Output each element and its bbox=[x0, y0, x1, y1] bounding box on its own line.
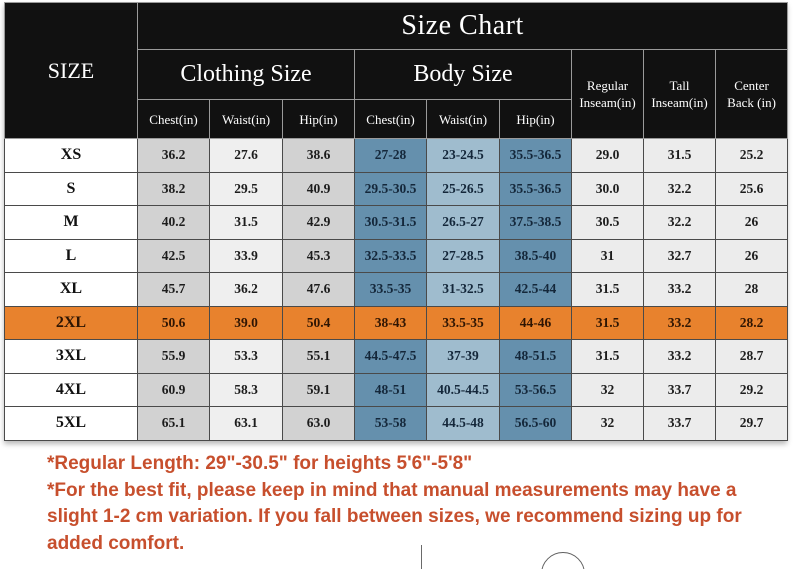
size-value: 63.0 bbox=[283, 407, 355, 441]
size-value: 31.5 bbox=[210, 206, 283, 240]
column-clothing-hip: Hip(in) bbox=[283, 100, 355, 139]
size-value: 38.2 bbox=[138, 172, 210, 206]
size-label: S bbox=[5, 172, 138, 206]
table-row bbox=[5, 206, 788, 240]
regular-length-note: *Regular Length: 29"-30.5" for heights 5'6"-5'8" bbox=[47, 453, 473, 474]
size-value: 31.5 bbox=[572, 306, 644, 340]
size-value: 45.7 bbox=[138, 273, 210, 307]
size-value: 40.5-44.5 bbox=[427, 373, 500, 407]
column-clothing-chest: Chest(in) bbox=[138, 100, 210, 139]
column-body-hip: Hip(in) bbox=[500, 100, 572, 139]
size-value: 38-43 bbox=[355, 306, 427, 340]
size-value: 38.5-40 bbox=[500, 239, 572, 273]
size-value: 33.7 bbox=[644, 407, 716, 441]
size-label: XS bbox=[5, 139, 138, 173]
size-value: 26 bbox=[716, 239, 788, 273]
size-value: 33.5-35 bbox=[427, 306, 500, 340]
size-value: 42.5-44 bbox=[500, 273, 572, 307]
size-value: 30.5 bbox=[572, 206, 644, 240]
size-value: 32.2 bbox=[644, 172, 716, 206]
size-value: 32 bbox=[572, 373, 644, 407]
size-value: 29.5-30.5 bbox=[355, 172, 427, 206]
size-value: 59.1 bbox=[283, 373, 355, 407]
size-value: 26 bbox=[716, 206, 788, 240]
size-value: 45.3 bbox=[283, 239, 355, 273]
size-value: 31-32.5 bbox=[427, 273, 500, 307]
size-value: 31.5 bbox=[572, 273, 644, 307]
size-label: 5XL bbox=[5, 407, 138, 441]
size-value: 30.0 bbox=[572, 172, 644, 206]
size-value: 27-28 bbox=[355, 139, 427, 173]
size-value: 28.7 bbox=[716, 340, 788, 374]
size-value: 42.9 bbox=[283, 206, 355, 240]
size-value: 33.2 bbox=[644, 340, 716, 374]
size-value: 31.5 bbox=[572, 340, 644, 374]
size-value: 33.9 bbox=[210, 239, 283, 273]
size-value: 31 bbox=[572, 239, 644, 273]
size-value: 40.9 bbox=[283, 172, 355, 206]
size-value: 30.5-31.5 bbox=[355, 206, 427, 240]
size-value: 53-58 bbox=[355, 407, 427, 441]
size-value: 28.2 bbox=[716, 306, 788, 340]
size-label: XL bbox=[5, 273, 138, 307]
size-value: 37-39 bbox=[427, 340, 500, 374]
size-value: 33.2 bbox=[644, 306, 716, 340]
size-value: 36.2 bbox=[210, 273, 283, 307]
group-body-size: Body Size bbox=[355, 50, 572, 100]
size-value: 40.2 bbox=[138, 206, 210, 240]
size-value: 63.1 bbox=[210, 407, 283, 441]
table-row bbox=[5, 373, 788, 407]
size-value: 55.9 bbox=[138, 340, 210, 374]
size-label: 4XL bbox=[5, 373, 138, 407]
size-value: 33.7 bbox=[644, 373, 716, 407]
table-row bbox=[5, 407, 788, 441]
size-column-header: SIZE bbox=[5, 3, 138, 139]
size-label: 3XL bbox=[5, 340, 138, 374]
size-value: 37.5-38.5 bbox=[500, 206, 572, 240]
size-table-body bbox=[5, 139, 788, 441]
size-value: 44.5-47.5 bbox=[355, 340, 427, 374]
size-value: 35.5-36.5 bbox=[500, 172, 572, 206]
table-row bbox=[5, 139, 788, 173]
size-value: 32 bbox=[572, 407, 644, 441]
size-value: 23-24.5 bbox=[427, 139, 500, 173]
fit-notes bbox=[47, 451, 763, 557]
size-value: 36.2 bbox=[138, 139, 210, 173]
size-value: 33.2 bbox=[644, 273, 716, 307]
size-value: 29.7 bbox=[716, 407, 788, 441]
size-value: 29.0 bbox=[572, 139, 644, 173]
size-value: 47.6 bbox=[283, 273, 355, 307]
column-center-back: Center Back (in) bbox=[716, 50, 788, 139]
size-value: 32.2 bbox=[644, 206, 716, 240]
size-value: 56.5-60 bbox=[500, 407, 572, 441]
size-value: 48-51.5 bbox=[500, 340, 572, 374]
size-value: 53.3 bbox=[210, 340, 283, 374]
size-value: 29.5 bbox=[210, 172, 283, 206]
size-value: 29.2 bbox=[716, 373, 788, 407]
table-row bbox=[5, 273, 788, 307]
size-label: L bbox=[5, 239, 138, 273]
table-row bbox=[5, 306, 788, 340]
size-value: 35.5-36.5 bbox=[500, 139, 572, 173]
column-clothing-waist: Waist(in) bbox=[210, 100, 283, 139]
size-label: M bbox=[5, 206, 138, 240]
size-value: 25.6 bbox=[716, 172, 788, 206]
size-value: 42.5 bbox=[138, 239, 210, 273]
size-value: 60.9 bbox=[138, 373, 210, 407]
table-row bbox=[5, 340, 788, 374]
group-clothing-size: Clothing Size bbox=[138, 50, 355, 100]
best-fit-note: *For the best fit, please keep in mind that manual measurements may have a slight 1-2 cm variation. If you fall between sizes, we recommend sizing up for added comfort. bbox=[47, 479, 742, 554]
size-value: 44-46 bbox=[500, 306, 572, 340]
size-value: 25-26.5 bbox=[427, 172, 500, 206]
table-row bbox=[5, 172, 788, 206]
table-row bbox=[5, 239, 788, 273]
size-value: 53-56.5 bbox=[500, 373, 572, 407]
size-value: 55.1 bbox=[283, 340, 355, 374]
size-value: 50.6 bbox=[138, 306, 210, 340]
column-tall-inseam: Tall Inseam(in) bbox=[644, 50, 716, 139]
size-value: 27.6 bbox=[210, 139, 283, 173]
size-value: 65.1 bbox=[138, 407, 210, 441]
size-value: 33.5-35 bbox=[355, 273, 427, 307]
column-body-waist: Waist(in) bbox=[427, 100, 500, 139]
size-chart-table bbox=[4, 2, 787, 441]
size-label: 2XL bbox=[5, 306, 138, 340]
size-value: 50.4 bbox=[283, 306, 355, 340]
column-regular-inseam: Regular Inseam(in) bbox=[572, 50, 644, 139]
size-value: 44.5-48 bbox=[427, 407, 500, 441]
size-value: 26.5-27 bbox=[427, 206, 500, 240]
size-value: 28 bbox=[716, 273, 788, 307]
size-value: 27-28.5 bbox=[427, 239, 500, 273]
size-value: 58.3 bbox=[210, 373, 283, 407]
size-value: 31.5 bbox=[644, 139, 716, 173]
figure-measure-line bbox=[421, 545, 422, 569]
size-value: 38.6 bbox=[283, 139, 355, 173]
column-body-chest: Chest(in) bbox=[355, 100, 427, 139]
size-value: 32.7 bbox=[644, 239, 716, 273]
size-value: 39.0 bbox=[210, 306, 283, 340]
size-chart bbox=[4, 2, 788, 441]
size-value: 32.5-33.5 bbox=[355, 239, 427, 273]
chart-title: Size Chart bbox=[138, 3, 788, 50]
size-value: 48-51 bbox=[355, 373, 427, 407]
size-value: 25.2 bbox=[716, 139, 788, 173]
